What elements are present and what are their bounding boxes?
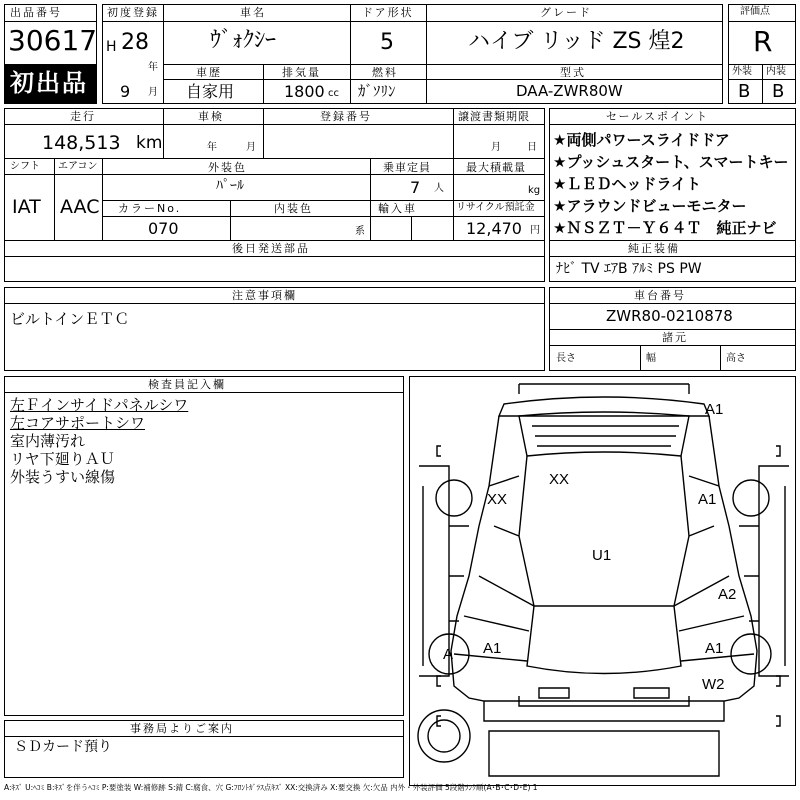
shift-label: シフト: [10, 161, 40, 172]
chassis-value: ZWR80-0210878: [606, 307, 733, 325]
car-diagram: [409, 376, 796, 786]
damage-mark: A2: [718, 586, 737, 603]
car-name-label: 車名: [240, 6, 266, 19]
shift-value: IAT: [12, 196, 41, 218]
sales-points-label: セールスポイント: [606, 110, 710, 123]
intcolor-label: 内装色: [274, 202, 313, 215]
notes-label: 注意事項欄: [232, 289, 297, 302]
sales-point-item: ★アラウンドビューモニター: [553, 197, 747, 215]
inspector-note: リヤ下廻りＡＵ: [10, 450, 115, 468]
import-label: 輸入車: [378, 202, 417, 215]
displacement-value: 1800: [284, 82, 325, 101]
exterior-score: B: [738, 81, 751, 102]
inspector-note: 左Ｆインサイドパネルシワ: [10, 396, 189, 414]
damage-mark: XX: [487, 491, 508, 508]
damage-mark: A1: [705, 640, 724, 657]
inspector-note: 左コアサポートシワ: [10, 414, 146, 432]
grade-value: ハイブ リッド ZS 煌2: [468, 29, 685, 54]
mileage-label: 走行: [70, 110, 96, 123]
colorno-value: 070: [148, 219, 179, 238]
length-label: 長さ: [556, 353, 576, 364]
displacement-label: 排気量: [282, 66, 321, 79]
ac-value: AAC: [60, 196, 100, 218]
recycle-label: リサイクル預託金: [456, 202, 535, 213]
mileage-unit: km: [136, 133, 163, 153]
capacity-label: 乗車定員: [383, 161, 431, 174]
fuel-value: ｶﾞｿﾘﾝ: [358, 82, 396, 100]
sales-point-item: ★ＬＥＤヘッドライト: [553, 175, 701, 193]
ac-label: エアコン: [58, 161, 98, 172]
office-value: ＳＤカード預り: [14, 739, 112, 755]
damage-mark: A1: [705, 401, 724, 418]
damage-mark: U1: [592, 547, 612, 564]
equipment-label: 純正装備: [628, 242, 680, 255]
capacity-unit: 人: [434, 183, 444, 194]
colorno-label: カラーNo.: [118, 202, 182, 215]
damage-mark: A1: [698, 491, 717, 508]
damage-mark: XX: [549, 471, 570, 488]
color-label: 外装色: [208, 161, 247, 174]
inspector-notes: [10, 396, 188, 486]
displacement-unit: cc: [328, 88, 339, 99]
score-label: 評価点: [740, 6, 770, 17]
chassis-label: 車台番号: [634, 289, 686, 302]
sales-point-item: ★プッシュスタート、スマートキー: [553, 153, 789, 171]
sales-point-item: ★両側パワースライドドア: [553, 131, 730, 149]
transfer-label: 譲渡書類期限: [458, 110, 530, 123]
lot-no: 30617: [8, 24, 98, 57]
legend: A:ｷｽﾞ U:ﾍｺﾐ B:ｷｽﾞを伴うﾍｺﾐ P:要塗装 W:補修跡 S:錆 C:腐食、穴 G:ﾌﾛﾝﾄｶﾞﾗｽ点ｷｽﾞ XX:交換済み X:要交換 欠:欠品 内外・外装評価 5段階ﾗﾝｸ順(A･B･C･D･E) 1: [4, 783, 538, 792]
door-label: ドア形状: [362, 6, 414, 19]
reg-label: 初度登録: [107, 6, 159, 19]
transfer-day-unit: 日: [527, 142, 537, 153]
lot-no-label: 出品番号: [10, 6, 62, 19]
fuel-label: 燃料: [372, 66, 398, 79]
history-label: 車歴: [196, 66, 222, 79]
inspection-label: 車検: [198, 110, 224, 123]
damage-mark: W2: [702, 676, 725, 693]
regno-label: 登録番号: [320, 110, 372, 123]
exterior-label: 外装: [732, 66, 752, 77]
capacity-value: 7: [410, 178, 421, 197]
sales-point-item: ★ＮＳＺＴ－Ｙ６４Ｔ 純正ナビ: [553, 219, 777, 237]
inspector-note: 室内薄汚れ: [10, 432, 86, 450]
office-label: 事務局よりご案内: [130, 722, 234, 735]
height-label: 高さ: [726, 353, 746, 364]
inspector-label: 検査員記入欄: [148, 378, 226, 391]
sales-points-list: [553, 129, 796, 239]
interior-label: 内装: [766, 66, 786, 77]
width-label: 幅: [646, 353, 656, 364]
intcolor-unit: 系: [355, 226, 365, 237]
later-parts-label: 後日発送部品: [232, 242, 310, 255]
notes-value: ビルトインＥＴＣ: [10, 310, 130, 328]
interior-score: B: [772, 81, 785, 102]
car-name: ｳﾞｫｸｼｰ: [210, 28, 277, 53]
transfer-month-unit: 月: [491, 142, 501, 153]
first-listing-label: 初出品: [10, 69, 88, 97]
load-unit: kg: [528, 185, 541, 196]
era: H: [106, 39, 117, 55]
reg-year-unit: 年: [148, 62, 158, 73]
inspector-note: 外装うすい線傷: [10, 468, 116, 486]
insp-year-unit: 年: [207, 142, 217, 153]
damage-mark: A1: [483, 640, 502, 657]
reg-month-unit: 月: [148, 87, 158, 98]
model-label: 型式: [560, 66, 586, 79]
dims-label: 諸元: [662, 331, 688, 344]
equipment-value: ﾅﾋﾞ TV ｴｱB ｱﾙﾐ PS PW: [556, 261, 702, 277]
mileage-value: 148,513: [42, 132, 121, 154]
damage-mark: A: [443, 646, 454, 663]
reg-year: 28: [121, 30, 149, 55]
door-value: 5: [380, 30, 394, 55]
reg-month: 9: [120, 82, 131, 101]
model-value: DAA-ZWR80W: [516, 82, 623, 100]
recycle-value: 12,470: [466, 219, 522, 238]
insp-month-unit: 月: [246, 142, 256, 153]
grade-label: グレード: [540, 6, 592, 19]
score-value: R: [753, 25, 773, 58]
color-value: ﾊﾟｰﾙ: [216, 178, 244, 194]
history-value: 自家用: [186, 82, 235, 101]
recycle-unit: 円: [530, 225, 540, 236]
load-label: 最大積載量: [466, 161, 526, 174]
